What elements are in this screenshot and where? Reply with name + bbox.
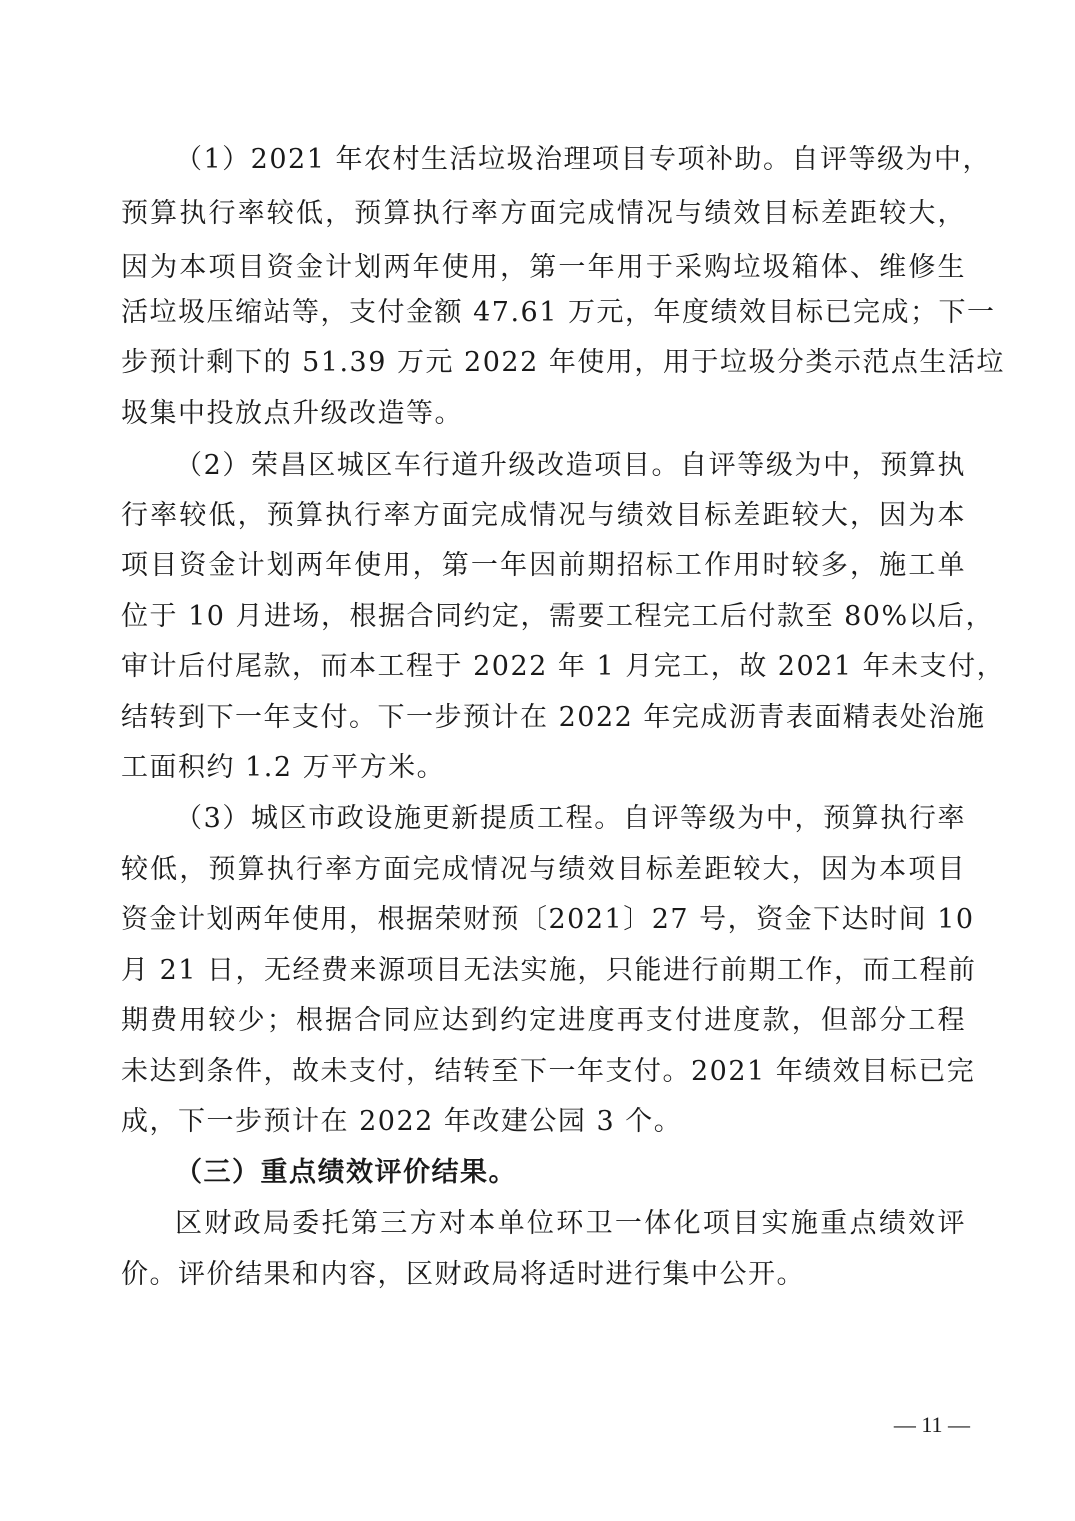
paragraph-line: 工面积约 1.2 万平方米。 bbox=[121, 752, 446, 783]
paragraph-line: 成，下一步预计在 2022 年改建公园 3 个。 bbox=[121, 1106, 683, 1137]
page-number: — 11 — bbox=[893, 1412, 970, 1437]
paragraph-line: （1）2021 年农村生活垃圾治理项目专项补助。自评等级为中， bbox=[175, 144, 991, 175]
paragraph-line: 期费用较少；根据合同应达到约定进度再支付进度款，但部分工程 bbox=[121, 1005, 966, 1036]
paragraph-line: 未达到条件，故未支付，结转至下一年支付。2021 年绩效目标已完 bbox=[121, 1056, 976, 1087]
paragraph-line: 圾集中投放点升级改造等。 bbox=[121, 398, 463, 429]
paragraph-line: （2）荣昌区城区车行道升级改造项目。自评等级为中，预算执 bbox=[175, 450, 966, 481]
paragraph-line: 月 21 日，无经费来源项目无法实施，只能进行前期工作，而工程前 bbox=[121, 955, 977, 986]
paragraph-line: 资金计划两年使用，根据荣财预〔2021〕27 号，资金下达时间 10 bbox=[121, 904, 975, 935]
paragraph-line: 价。评价结果和内容，区财政局将适时进行集中公开。 bbox=[121, 1259, 805, 1290]
paragraph-line: 结转到下一年支付。下一步预计在 2022 年完成沥青表面精表处治施 bbox=[121, 702, 986, 733]
paragraph-line: 步预计剩下的 51.39 万元 2022 年使用，用于垃圾分类示范点生活垃 bbox=[121, 347, 1005, 378]
paragraph-line: 预算执行率较低，预算执行率方面完成情况与绩效目标差距较大， bbox=[121, 198, 966, 229]
paragraph-line: 较低，预算执行率方面完成情况与绩效目标差距较大，因为本项目 bbox=[121, 854, 966, 885]
paragraph-line: 活垃圾压缩站等，支付金额 47.61 万元，年度绩效目标已完成；下一 bbox=[121, 297, 996, 328]
section-heading: （三）重点绩效评价结果。 bbox=[175, 1157, 517, 1188]
paragraph-line: （3）城区市政设施更新提质工程。自评等级为中，预算执行率 bbox=[175, 803, 966, 834]
paragraph-line: 项目资金计划两年使用，第一年因前期招标工作用时较多，施工单 bbox=[121, 550, 966, 581]
paragraph-line: 审计后付尾款，而本工程于 2022 年 1 月完工，故 2021 年未支付， bbox=[121, 651, 1006, 682]
paragraph-line: 行率较低，预算执行率方面完成情况与绩效目标差距较大，因为本 bbox=[121, 500, 966, 531]
paragraph-line: 区财政局委托第三方对本单位环卫一体化项目实施重点绩效评 bbox=[175, 1208, 966, 1239]
paragraph-line: 位于 10 月进场，根据合同约定，需要工程完工后付款至 80%以后， bbox=[121, 601, 995, 632]
paragraph-line: 因为本项目资金计划两年使用，第一年用于采购垃圾箱体、维修生 bbox=[121, 252, 966, 283]
